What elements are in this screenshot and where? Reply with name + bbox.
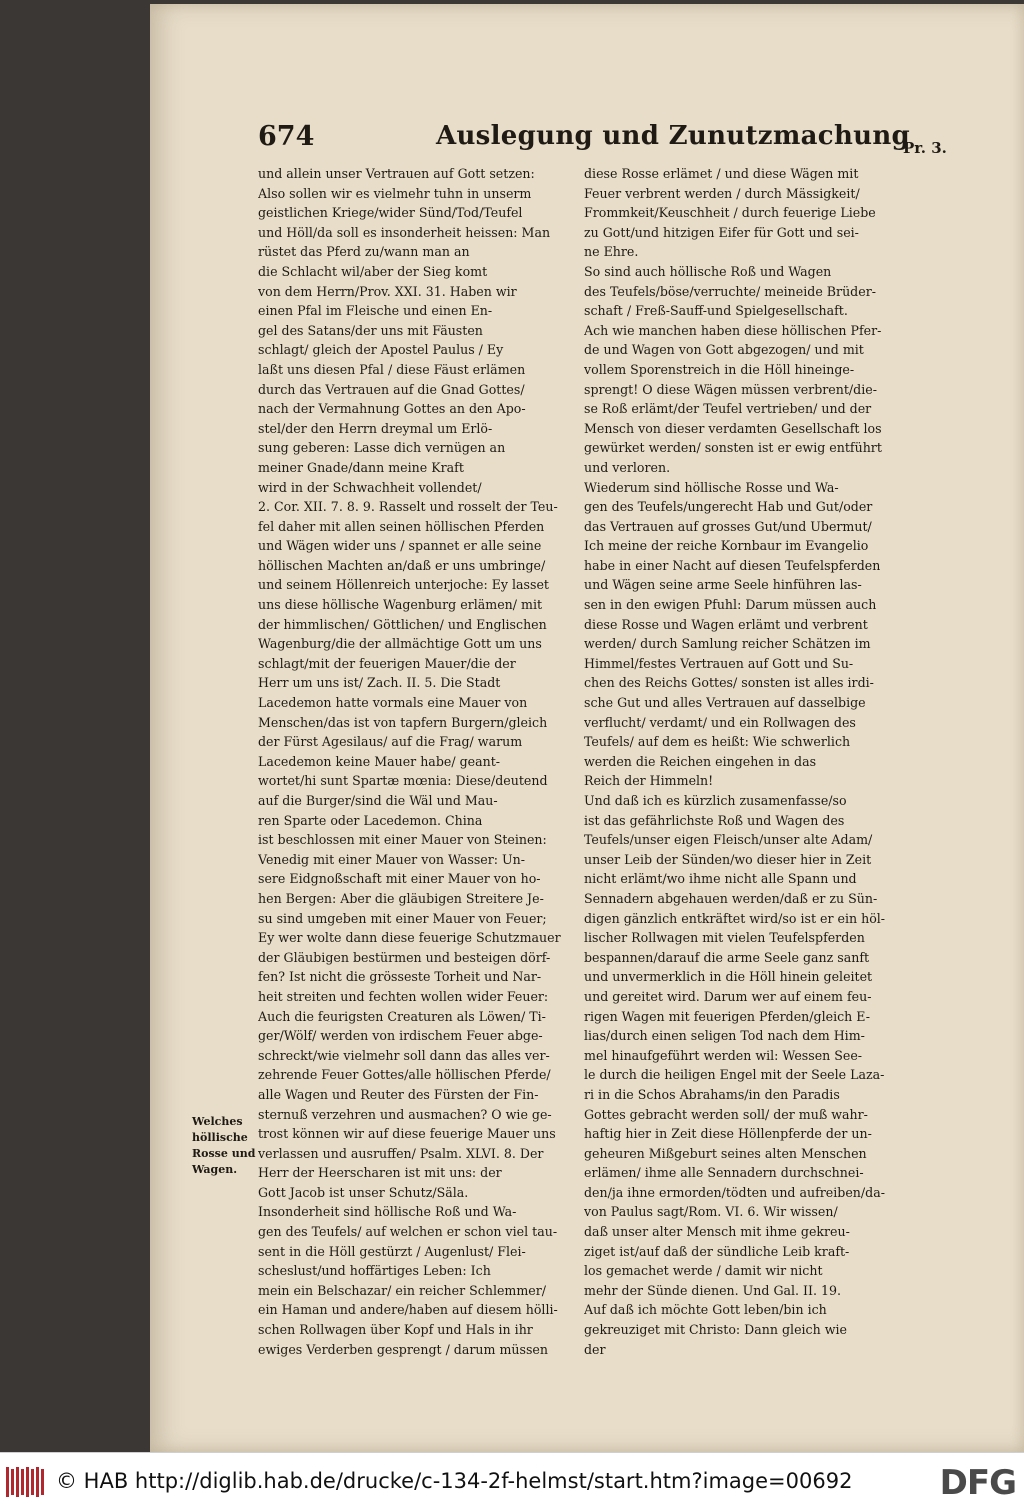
text-line: ist das gefährlichste Roß und Wagen des xyxy=(584,812,845,828)
text-line: schen Rollwagen über Kopf und Hals in ihr xyxy=(258,1322,533,1338)
text-line: gel des Satans/der uns mit Fäusten xyxy=(258,322,483,338)
footer-bar xyxy=(0,1452,1024,1511)
text-line: Lacedemon keine Mauer habe/ geant- xyxy=(258,753,501,769)
text-line: sprengt! O diese Wägen müssen verbrent/die- xyxy=(584,381,877,397)
page-header xyxy=(258,119,1018,159)
text-line: unser Leib der Sünden/wo dieser hier in Zeit xyxy=(584,851,872,867)
text-line: scheslust/und hoffärtiges Leben: Ich xyxy=(258,1263,491,1279)
text-line: bespannen/darauf die arme Seele ganz sanft xyxy=(584,949,870,965)
text-line: schlagt/ gleich der Apostel Paulus / Ey xyxy=(258,342,504,358)
text-line: wird in der Schwachheit vollendet/ xyxy=(258,479,482,495)
text-line: und Wägen wider uns / spannet er alle seine xyxy=(258,538,542,554)
text-line: das Vertrauen auf grosses Gut/und Ubermut/ xyxy=(584,518,872,534)
text-line: rigen Wagen mit feuerigen Pferden/gleich E- xyxy=(584,1008,870,1024)
text-line: Menschen/das ist von tapfern Burgern/gleich xyxy=(258,714,548,730)
text-line: Insonderheit sind höllische Roß und Wa- xyxy=(258,1204,517,1220)
text-line: des Teufels/böse/verruchte/ meineide Brüder- xyxy=(584,283,876,299)
hab-logo-icon xyxy=(6,1467,46,1497)
text-line: wortet/hi sunt Spartæ mœnia: Diese/deutend xyxy=(258,773,548,789)
margin-note-line: höllische xyxy=(192,1131,248,1144)
text-line: sung geberen: Lasse dich vernügen an xyxy=(258,440,506,456)
text-line: su sind umgeben mit einer Mauer von Feuer; xyxy=(258,910,547,926)
text-line: auf die Burger/sind die Wäl und Mau- xyxy=(258,793,498,808)
text-line: schaft / Freß-Sauff-und Spielgesellschaft. xyxy=(584,303,848,319)
text-line: diese Rosse und Wagen erlämt und verbrent xyxy=(584,616,868,632)
text-line: und unvermerklich in die Höll hinein geleitet xyxy=(584,969,873,985)
text-line: hen Bergen: Aber die gläubigen Streitere Je- xyxy=(258,890,544,906)
text-line: stel/der den Herrn dreymal um Erlö- xyxy=(258,420,493,436)
text-line: Teufels/unser eigen Fleisch/unser alte Adam/ xyxy=(584,832,873,848)
text-line: die Schlacht wil/aber der Sieg komt xyxy=(258,263,488,279)
text-line: chen des Reichs Gottes/ sonsten ist alles irdi- xyxy=(584,675,874,691)
margin-note-line: Welches xyxy=(192,1115,243,1128)
text-line: Frommkeit/Keuschheit / durch feuerige Liebe xyxy=(584,205,876,221)
text-line: ewiges Verderben gesprengt / darum müssen xyxy=(258,1341,549,1357)
text-line: de und Wagen von Gott abgezogen/ und mit xyxy=(584,342,864,358)
margin-note-line: Wagen. xyxy=(192,1163,238,1176)
text-line: lias/durch einen seligen Tod nach dem Him- xyxy=(584,1028,865,1044)
text-line: ziget ist/auf daß der sündliche Leib kraft- xyxy=(584,1243,850,1259)
book-page xyxy=(150,4,1024,1452)
text-line: zehrende Feuer Gottes/alle höllischen Pferde/ xyxy=(258,1067,551,1083)
text-line: nach der Vermahnung Gottes an den Apo- xyxy=(258,401,526,417)
text-line: lischer Rollwagen mit vielen Teufelspferden xyxy=(584,930,865,946)
text-line: fen? Ist nicht die grösseste Torheit und Nar- xyxy=(258,969,542,985)
text-line: Also sollen wir es vielmehr tuhn in unserm xyxy=(258,185,532,201)
text-line: werden die Reichen eingehen in das xyxy=(584,753,817,769)
right-column xyxy=(584,164,902,1359)
margin-note-line: Rosse und xyxy=(192,1147,256,1160)
text-line: verlassen und ausruffen/ Psalm. XLVI. 8. Der xyxy=(258,1145,544,1161)
text-line: Feuer verbrent werden / durch Mässigkeit/ xyxy=(584,185,860,201)
text-line: höllischen Machten an/daß er uns umbringe/ xyxy=(258,557,546,573)
text-line: mel hinaufgeführt werden wil: Wessen See- xyxy=(584,1047,863,1063)
text-line: durch das Vertrauen auf die Gnad Gottes/ xyxy=(258,381,525,397)
text-line: der Fürst Agesilaus/ auf die Frag/ warum xyxy=(258,734,523,750)
sermon-mark: Pr. 3. xyxy=(903,139,947,157)
text-line: vollem Sporenstreich in die Höll hineinge- xyxy=(584,361,855,377)
text-line: und Höll/da soll es insonderheit heissen: Man xyxy=(258,224,551,240)
text-line: se Roß erlämt/der Teufel vertrieben/ und der xyxy=(584,401,872,417)
text-line: heit streiten und fechten wollen wider Feuer: xyxy=(258,988,549,1004)
text-line: erlämen/ ihme alle Sennadern durchschnei- xyxy=(584,1165,864,1181)
text-line: und Wägen seine arme Seele hinführen las- xyxy=(584,577,862,593)
margin-note xyxy=(192,1114,262,1178)
text-line: los gemachet werde / damit wir nicht xyxy=(584,1263,823,1279)
text-line: Teufels/ auf dem es heißt: Wie schwerlich xyxy=(584,734,851,750)
text-line: mehr der Sünde dienen. Und Gal. II. 19. xyxy=(584,1282,842,1298)
text-line: gewürket werden/ sonsten ist er ewig entführt xyxy=(584,440,882,456)
text-line: rüstet das Pferd zu/wann man an xyxy=(258,244,470,260)
text-line: Ey wer wolte dann diese feuerige Schutzmauer xyxy=(258,930,561,946)
text-line: der xyxy=(584,1341,606,1357)
text-line: und gereitet wird. Darum wer auf einem feu- xyxy=(584,988,872,1004)
page-number: 674 xyxy=(258,121,315,152)
text-line: laßt uns diesen Pfal / diese Fäust erlämen xyxy=(258,361,526,377)
running-head: Auslegung und Zunutzmachung xyxy=(436,121,911,151)
text-line: Und daß ich es kürzlich zusamenfasse/so xyxy=(584,793,847,808)
text-line: nicht erlämt/wo ihme nicht alle Spann und xyxy=(584,871,857,887)
text-line: uns diese höllische Wagenburg erlämen/ mit xyxy=(258,597,543,613)
text-line: Herr der Heerscharen ist mit uns: der xyxy=(258,1165,502,1181)
text-line: ger/Wölf/ werden von irdischem Feuer abge- xyxy=(258,1028,543,1044)
text-line: Ach wie manchen haben diese höllischen Pfer- xyxy=(584,322,882,338)
text-line: Lacedemon hatte vormals eine Mauer von xyxy=(258,695,528,711)
text-line: der himmlischen/ Göttlichen/ und Englischen xyxy=(258,616,547,632)
text-line: gen des Teufels/ungerecht Hab und Gut/oder xyxy=(584,499,873,515)
text-line: Auf daß ich möchte Gott leben/bin ich xyxy=(584,1302,827,1318)
text-line: schlagt/mit der feuerigen Mauer/die der xyxy=(258,655,516,671)
text-line: trost können wir auf diese feuerige Mauer uns xyxy=(258,1126,556,1142)
left-column xyxy=(258,164,576,1359)
text-line: So sind auch höllische Roß und Wagen xyxy=(584,263,832,279)
text-line: digen gänzlich entkräftet wird/so ist er ein höl- xyxy=(584,910,886,926)
text-line: geistlichen Kriege/wider Sünd/Tod/Teufel xyxy=(258,205,523,221)
text-line: sternuß verzehren und ausmachen? O wie ge- xyxy=(258,1106,552,1122)
text-line: daß unser alter Mensch mit ihme gekreu- xyxy=(584,1224,850,1240)
text-line: Venedig mit einer Mauer von Wasser: Un- xyxy=(258,851,525,867)
text-line: Gottes gebracht werden soll/ der muß wahr- xyxy=(584,1106,868,1122)
text-line: fel daher mit allen seinen höllischen Pferden xyxy=(258,518,545,534)
text-line: Himmel/festes Vertrauen auf Gott und Su- xyxy=(584,655,854,671)
text-line: sche Gut und alles Vertrauen auf dasselbige xyxy=(584,695,866,711)
text-line: Sennadern abgehauen werden/daß er zu Sün- xyxy=(584,890,878,906)
text-line: von Paulus sagt/Rom. VI. 6. Wir wissen/ xyxy=(584,1204,838,1220)
text-line: mein ein Belschazar/ ein reicher Schlemmer/ xyxy=(258,1282,547,1298)
text-line: und seinem Höllenreich unterjoche: Ey lasset xyxy=(258,577,549,593)
text-line: habe in einer Nacht auf diesen Teufelspferden xyxy=(584,557,881,573)
text-line: Mensch von dieser verdamten Gesellschaft los xyxy=(584,420,882,436)
text-line: Gott Jacob ist unser Schutz/Säla. xyxy=(258,1184,469,1200)
text-line: Auch die feurigsten Creaturen als Löwen/ Ti- xyxy=(258,1008,546,1024)
text-line: Wiederum sind höllische Rosse und Wa- xyxy=(584,479,839,495)
text-line: geheuren Mißgeburt seines alten Menschen xyxy=(584,1145,867,1161)
text-line: verflucht/ verdamt/ und ein Rollwagen des xyxy=(584,714,856,730)
text-line: der Gläubigen bestürmen und besteigen dörf- xyxy=(258,949,551,965)
text-line: Herr um uns ist/ Zach. II. 5. Die Stadt xyxy=(258,675,501,691)
text-line: ne Ehre. xyxy=(584,244,639,260)
source-credit-link[interactable]: © HAB http://diglib.hab.de/drucke/c-134-2f-helmst/start.htm?image=00692 xyxy=(56,1469,853,1493)
text-line: diese Rosse erlämet / und diese Wägen mit xyxy=(584,166,859,181)
text-line: und verloren. xyxy=(584,459,671,475)
text-line: gekreuziget mit Christo: Dann gleich wie xyxy=(584,1322,847,1338)
text-line: Wagenburg/die der allmächtige Gott um uns xyxy=(258,636,542,652)
text-line: einen Pfal im Fleische und einen En- xyxy=(258,303,493,319)
text-line: Reich der Himmeln! xyxy=(584,773,714,789)
text-line: Ich meine der reiche Kornbaur im Evangelio xyxy=(584,538,869,554)
text-line: 2. Cor. XII. 7. 8. 9. Rasselt und rosselt der Teu- xyxy=(258,499,558,515)
text-line: werden/ durch Samlung reicher Schätzen im xyxy=(584,636,871,652)
text-line: ein Haman und andere/haben auf diesem hölli- xyxy=(258,1302,558,1318)
text-line: von dem Herrn/Prov. XXI. 31. Haben wir xyxy=(258,283,517,299)
text-line: gen des Teufels/ auf welchen er schon viel tau- xyxy=(258,1224,558,1240)
text-line: den/ja ihne ermorden/tödten und aufreiben/da- xyxy=(584,1184,885,1200)
text-line: haftig hier in Zeit diese Höllenpferde der un- xyxy=(584,1126,872,1142)
text-line: schreckt/wie vielmehr soll dann das alles ver- xyxy=(258,1047,550,1063)
text-line: alle Wagen und Reuter des Fürsten der Fin- xyxy=(258,1086,539,1102)
text-line: meiner Gnade/dann meine Kraft xyxy=(258,459,464,475)
text-line: ren Sparte oder Lacedemon. China xyxy=(258,812,483,828)
dfg-logo: DFG xyxy=(939,1463,1016,1503)
text-line: ist beschlossen mit einer Mauer von Steinen: xyxy=(258,832,547,848)
text-line: le durch die heiligen Engel mit der Seele Laza- xyxy=(584,1067,885,1083)
text-line: ri in die Schos Abrahams/in den Paradis xyxy=(584,1086,840,1102)
text-line: zu Gott/und hitzigen Eifer für Gott und sei- xyxy=(584,224,859,240)
text-line: sen in den ewigen Pfuhl: Darum müssen auch xyxy=(584,597,877,613)
text-line: sere Eidgnoßschaft mit einer Mauer von ho- xyxy=(258,871,541,887)
text-line: und allein unser Vertrauen auf Gott setzen: xyxy=(258,166,535,181)
text-line: sent in die Höll gestürzt / Augenlust/ Flei- xyxy=(258,1243,526,1259)
